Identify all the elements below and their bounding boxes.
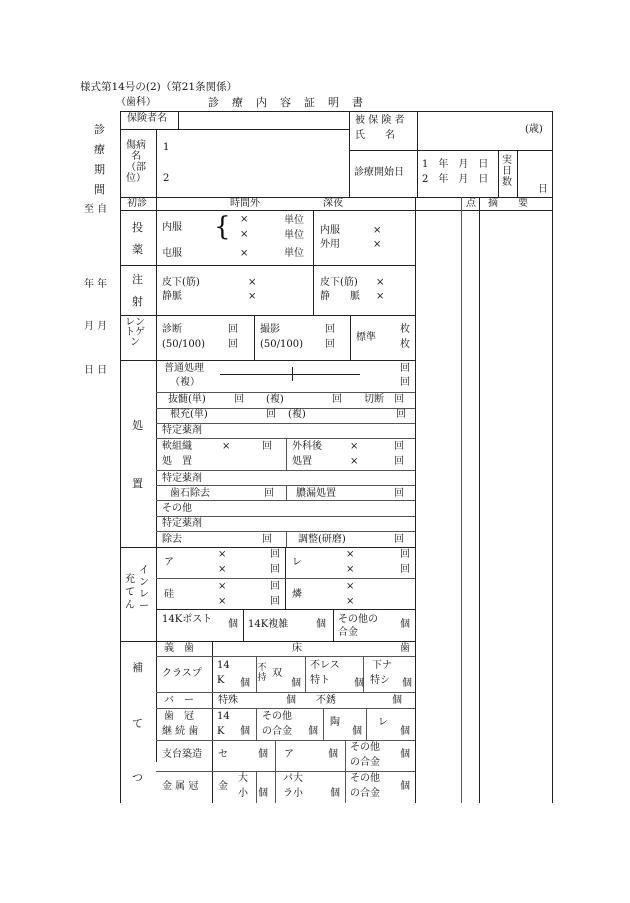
kai-label: 回 [264,488,274,499]
x-mark: × [373,225,382,236]
kai-label: 回 [270,581,280,592]
ko-label: 個 [400,781,410,792]
shidai-gokin: の合金 [350,757,380,768]
unit-label: 単位 [284,248,304,259]
futsu-line [220,374,360,375]
naifuku-label: 内服 [162,222,182,233]
ko-label: 個 [392,695,402,706]
kai-label: 回 [228,339,238,350]
toyaku-char-2: 薬 [132,243,143,256]
ko-label: 個 [286,695,296,706]
injury-line-1: 1 [163,142,170,153]
clasp-label: クラスプ [162,668,202,679]
crown-sonota: その他 [262,711,292,722]
x-mark: × [373,239,382,250]
margin-char: 期 [94,163,105,176]
kinzoku-gokin: の合金 [350,788,380,799]
shidai-sonota: その他 [350,742,380,753]
juten-sonota-gokin: その他の合金 [338,614,378,638]
insurer-label: 保険者名 [127,113,167,124]
ko-label: 個 [316,619,326,630]
gekago-label: 外科後 [292,441,322,452]
insured-label-1: 被 保 険 者 [355,115,405,126]
norou-label: 膿漏処置 [296,488,336,499]
hotetsu-char-2: て [132,717,143,730]
hika2-label: 皮下(筋) [320,277,358,288]
juten-rin: 燐 [292,589,302,600]
shochi-char-2: 置 [132,477,143,490]
xray-standard: 標準 [356,332,376,343]
kai-label: 回 [262,534,272,545]
shizi-label: 至 自 [84,204,108,215]
konju-label: 根充(単) [170,409,208,420]
summary-label: 摘 要 [488,198,528,209]
shita-label: 下ナ [372,660,392,671]
points-label: 点 [466,198,476,209]
ko-label: 個 [328,749,338,760]
kai-label: 回 [394,488,404,499]
kai-label: 回 [270,549,280,560]
x-mark: × [248,277,257,288]
toyaku-char-1: 投 [132,221,143,234]
naiyo-label: 内服 [320,225,340,236]
ko-label: 個 [308,726,318,737]
xray-photo2: (50/100) [260,339,303,350]
kai-label: 回 [394,441,404,452]
ko-label: 個 [352,726,362,737]
hika-label: 皮下(筋) [162,277,200,288]
kinzoku-sho: 小 [238,788,248,799]
toki-label: 陶 [330,717,340,728]
fuzai-label: 不銹 [316,695,336,706]
shidai-se: セ [218,749,228,760]
kinzoku-sonota: その他 [350,773,380,784]
jomyaku-label: 静脈 [162,291,182,302]
x-mark: × [346,564,355,575]
tokutei-label: 特定薬剤 [162,425,202,436]
day-unit: 日 [538,184,548,195]
tokushu-label: 特殊 [218,695,238,706]
shi-label: 歯 [400,643,410,654]
x-mark: × [240,229,249,240]
actual-days-label: 実日数 [502,155,512,188]
margin-char: 間 [94,183,105,196]
post-label: 14Kポスト [162,614,213,625]
xray-photo: 撮影 [260,324,280,335]
kai-label: 回 [394,456,404,467]
futsu-tick [292,367,293,381]
x-mark: × [346,549,355,560]
nen-label: 年 年 [84,279,108,290]
xray-diag: 診断 [162,324,182,335]
injury-line-2: 2 [163,173,170,184]
jokyo-label: 除去 [162,534,182,545]
bashin-fuku-label: (複) [266,394,284,405]
document-title: 診 療 内 容 証 明 書 [208,96,364,109]
crown-14: 14 [217,711,230,722]
kai-label: 回 [262,441,272,452]
x-mark: × [346,596,355,607]
gaiyo-label: 外用 [320,239,340,250]
ko-label: 個 [354,678,364,689]
kinzoku-label: 金 属 冠 [162,781,199,792]
tokuto-label: 特ト [310,675,330,686]
start-date-2: 2 年 月 日 [422,174,489,185]
nansoshiki-label: 軟組織 [162,441,192,452]
xray-diag2: (50/100) [162,339,205,350]
kai-label: 回 [228,324,238,335]
ko-label: 個 [258,788,268,799]
shochi-char-1: 処 [132,419,143,432]
kai-label: 回 [400,549,410,560]
injury-name-label: 傷病名（部位） [126,140,146,184]
chusha-char-2: 射 [132,295,143,308]
tokutei-label-3: 特定薬剤 [162,518,202,529]
margin-char: 診 [94,123,105,136]
tokutei-label-2: 特定薬剤 [162,473,202,484]
mai-label: 枚 [400,339,410,350]
kai-label: 回 [325,324,335,335]
dental-label: （歯科） [116,97,156,108]
juten-kei: 硅 [164,589,174,600]
ko-label: 個 [228,619,238,630]
ko-label: 個 [400,726,410,737]
hotetsu-char-1: 補 [132,661,143,674]
shochi-word: 処 置 [162,456,192,467]
form-number: 様式第14号の(2)（第21条関係） [80,81,238,93]
chusha-char-1: 注 [132,273,143,286]
kinzoku-rasho: ラ小 [283,788,303,799]
hi-label: 日 日 [84,365,108,376]
so-label: 双 [272,668,282,679]
first-visit-label: 初診 [127,198,147,209]
kai-label: 回 [332,394,342,405]
kinzoku-kin: 金 [218,781,228,792]
clasp-k: K [217,675,225,686]
mai-label: 枚 [400,324,410,335]
kai-label: 回 [400,377,410,388]
after-hours-label: 時間外 [230,198,260,209]
x-mark: × [240,214,249,225]
shochi2-label: 処置 [292,456,312,467]
tokushi-label: 特シ [370,675,390,686]
fuku-label: （複） [170,377,200,388]
kai-label: 回 [400,564,410,575]
ko-label: 個 [258,749,268,760]
start-date-label: 診療開始日 [354,167,404,178]
bashin-label: 抜髄(単) [168,394,206,405]
x-mark: × [376,291,385,302]
ko-label: 個 [330,788,340,799]
tsuki-label: 月 月 [84,321,108,332]
x-mark: × [218,564,227,575]
fukuzatsu-label: 14K複雑 [248,619,289,630]
kai-label: 回 [400,363,410,374]
kai-label: 回 [394,394,404,405]
jomyaku2-label: 静 脈 [320,291,360,302]
ko-label: 個 [240,678,250,689]
toko-label: 床 [292,643,302,654]
ko-label: 個 [400,749,410,760]
x-mark: × [218,581,227,592]
juten-re: レ [292,557,302,568]
late-night-label: 深夜 [323,198,343,209]
juten-label: 充てん [125,574,135,611]
kai-label: 回 [266,409,276,420]
unit-label: 単位 [284,230,304,241]
insured-label-2: 氏 名 [355,130,395,141]
ko-label: 個 [291,678,301,689]
tonpuku-label: 屯服 [162,248,182,259]
inlay-label: インレー [139,565,149,612]
fushoku-label: 不レス [310,660,340,671]
x-mark: × [218,596,227,607]
crown-re: レ [378,717,388,728]
shidai-label: 支台築造 [162,749,202,760]
age-label: (歳) [525,124,543,135]
ko-label: 個 [402,678,412,689]
chosei-label: 調整(研磨) [298,534,346,545]
gishi-label: 義 歯 [164,643,194,654]
x-mark: × [240,248,249,259]
crown-gokin: の合金 [262,726,292,737]
crown-k: K [217,726,225,737]
xray-label: レントゲン [125,317,145,348]
kinzoku-padai: パ大 [283,773,303,784]
x-mark: × [218,549,227,560]
konju-fuku-label: (複) [288,409,306,420]
kai-label: 回 [270,564,280,575]
shidai-a: ア [284,749,294,760]
unit-label: 単位 [284,215,304,226]
x-mark: × [346,581,355,592]
start-date-1: 1 年 月 日 [422,159,489,170]
shikan-label: 歯 冠 [164,711,194,722]
fujiji-label: 不持 [257,663,267,683]
x-mark: × [350,441,359,452]
shiseki-label: 歯石除去 [170,488,210,499]
clasp-14: 14 [217,660,230,671]
juten-a: ア [164,557,174,568]
keizoku-label: 継 続 歯 [162,726,199,737]
hotetsu-char-3: つ [132,771,143,784]
kinzoku-dai: 大 [238,773,248,784]
x-mark: × [222,441,231,452]
kai-label: 回 [270,596,280,607]
bar-label: バ ー [164,695,194,706]
kai-label: 回 [394,534,404,545]
setsudan-label: 切断 [364,394,384,405]
sonota-label: その他 [162,503,192,514]
futsu-label: 普通処理 [164,363,204,374]
brace-icon: { [214,212,231,242]
ko-label: 個 [240,726,250,737]
kai-label: 回 [325,339,335,350]
x-mark: × [350,456,359,467]
x-mark: × [376,277,385,288]
kai-label: 回 [234,394,244,405]
ko-label: 個 [400,619,410,630]
kai-label: 回 [396,409,406,420]
x-mark: × [248,291,257,302]
margin-char: 療 [94,143,105,156]
